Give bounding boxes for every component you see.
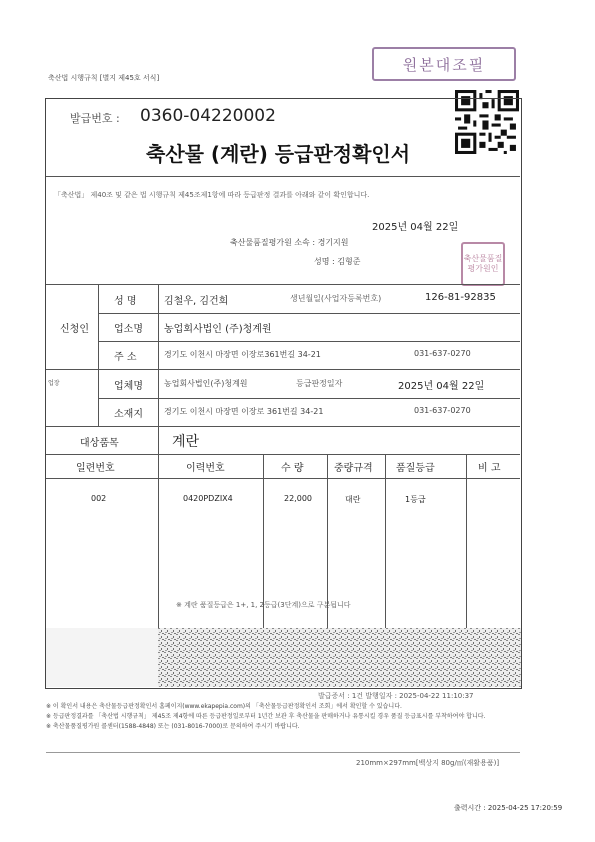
authority-line: 축산물품질평가원 소속 : 경기지원: [230, 238, 349, 247]
birth-label: 생년월일(사업자등록번호): [290, 294, 382, 303]
official-seal: [461, 242, 505, 286]
cell-weight-class: 대란: [345, 495, 361, 504]
col-header-serial: 일련번호: [76, 463, 115, 474]
applicant-address: 경기도 이천시 마장면 이장로361번길 34-21: [164, 350, 321, 359]
business-phone: 031-637-0270: [414, 406, 471, 415]
applicant-name: 김철우, 김건희: [164, 296, 229, 307]
grader-name: 성명 : 김형준: [314, 257, 361, 266]
cell-quality-grade: 1등급: [405, 495, 426, 504]
issue-number-label: 발급번호 :: [70, 112, 120, 125]
col-header-remarks: 비 고: [478, 463, 501, 474]
seal-text: 축산물품질평가원인: [463, 254, 503, 273]
issue-number: 0360-04220002: [140, 106, 276, 126]
original-certified-stamp: [372, 47, 516, 81]
col-header-quality-grade: 품질등급: [396, 463, 435, 474]
applicant-name-label: 성 명: [114, 296, 137, 307]
grading-date: 2025년 04월 22일: [398, 381, 485, 392]
watermark-area: [46, 628, 158, 687]
stamp-text: 원본대조필: [402, 55, 486, 74]
company-label: 업소명: [114, 324, 143, 335]
product-value: 계란: [172, 434, 200, 450]
location-label: 소재지: [114, 409, 143, 420]
product-label: 대상품목: [80, 438, 119, 449]
applicant-section-label: 신청인: [60, 324, 89, 335]
issue-footer-info: 발급증서 : 1건 발행일자 : 2025-04-22 11:10:37: [318, 692, 474, 700]
col-header-trace-number: 이력번호: [186, 463, 225, 474]
note-3: ※ 축산물품질평가원 콜센터(1588-4848) 또는 (031-8016-7000)로 문의하여 주시기 바랍니다.: [46, 723, 300, 730]
page-title: 축산물 (계란) 등급판정확인서: [146, 142, 411, 166]
business-section-label: 업장: [48, 380, 60, 387]
business-address: 경기도 이천시 마장면 이장로 361번길 34-21: [164, 407, 324, 416]
col-header-quantity: 수 량: [281, 463, 304, 474]
print-time: 출력시간 : 2025-04-25 17:20:59: [454, 804, 563, 812]
cell-trace-number: 0420PDZIX4: [183, 494, 233, 503]
address-label: 주 소: [114, 352, 137, 363]
security-pattern: [158, 628, 521, 687]
form-reference: 축산법 시행규칙 [별지 제45호 서식]: [48, 74, 160, 82]
grading-date-label: 등급판정일자: [296, 379, 343, 388]
business-registration-number: 126-81-92835: [425, 292, 496, 303]
col-header-weight-class: 중량규격: [334, 463, 373, 474]
business-name: 농업회사법인(주)청계원: [164, 379, 248, 388]
business-name-label: 업체명: [114, 381, 143, 392]
issue-date: 2025년 04월 22일: [372, 222, 459, 233]
note-2: ※ 등급판정결과를 「축산법 시행규칙」 제45조 제4항에 따른 등급판정일로부터 1년간 보관 후 축산물을 판매하거나 유통시킬 경우 품질 등급표시를 부착하여야 합니다.: [46, 713, 486, 720]
statement-text: 「축산법」 제40조 및 같은 법 시행규칙 제45조제1항에 따라 등급판정 결과를 아래와 같이 확인합니다.: [54, 191, 370, 199]
applicant-phone: 031-637-0270: [414, 349, 471, 358]
cell-quantity: 22,000: [284, 494, 312, 503]
cell-serial: 002: [91, 494, 107, 503]
grade-note: ※ 계란 품질등급은 1+, 1, 2등급(3단계)으로 구분됩니다: [176, 601, 351, 609]
paper-size-note: 210mm×297mm[백상지 80g/㎡(재활용품)]: [356, 759, 500, 767]
company-name: 농업회사법인 (주)청계원: [164, 324, 272, 335]
note-1: ※ 이 확인서 내용은 축산물등급판정확인서 홈페이지(www.ekapepia.com)의 「축산물등급판정확인서 조회」에서 확인할 수 있습니다.: [46, 703, 402, 710]
notes-block: [46, 703, 524, 731]
